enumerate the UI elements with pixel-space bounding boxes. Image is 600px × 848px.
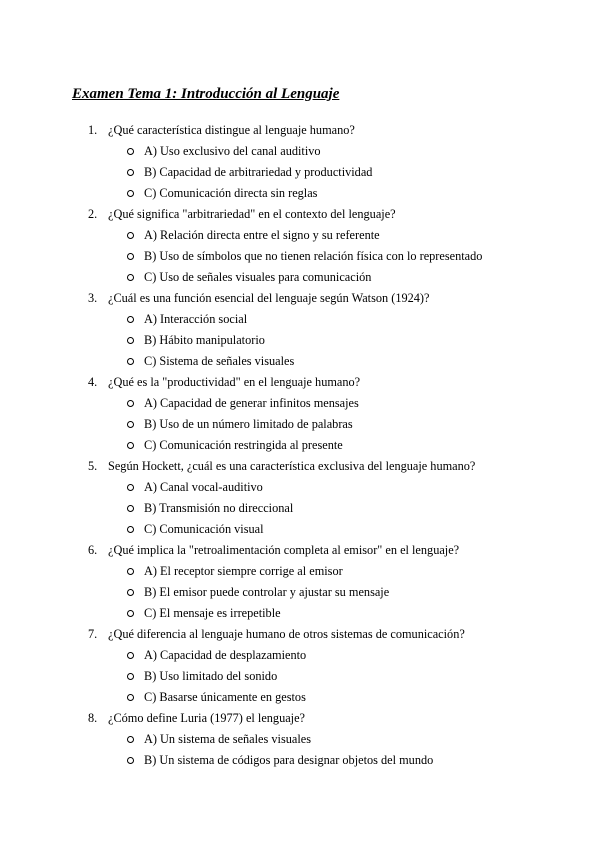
question-text: ¿Qué característica distingue al lenguaje humano? — [108, 123, 355, 137]
question-text: ¿Qué significa "arbitrariedad" en el contexto del lenguaje? — [108, 207, 396, 221]
option-text: B) El emisor puede controlar y ajustar su mensaje — [144, 585, 390, 599]
question-number: 6. — [88, 543, 98, 557]
option-list — [0, 225, 600, 288]
option-item — [0, 582, 600, 603]
question-text: ¿Cuál es una función esencial del lenguaje según Watson (1924)? — [108, 291, 430, 305]
circle-bullet-icon — [127, 274, 134, 281]
question-text: ¿Qué implica la "retroalimentación completa al emisor" en el lenguaje? — [108, 543, 460, 557]
circle-bullet-icon — [127, 232, 134, 239]
option-item — [0, 729, 600, 750]
option-text: B) Uso de símbolos que no tienen relación física con lo representado — [144, 249, 483, 263]
circle-bullet-icon — [127, 148, 134, 155]
option-item — [0, 162, 600, 183]
question-text: ¿Qué es la "productividad" en el lenguaje humano? — [108, 375, 361, 389]
circle-bullet-icon — [127, 610, 134, 617]
option-text: A) Uso exclusivo del canal auditivo — [144, 144, 321, 158]
question-number: 1. — [88, 123, 98, 137]
circle-bullet-icon — [127, 589, 134, 596]
circle-bullet-icon — [127, 190, 134, 197]
option-text: C) Sistema de señales visuales — [144, 354, 295, 368]
option-text: A) Relación directa entre el signo y su referente — [144, 228, 380, 242]
option-text: B) Uso limitado del sonido — [144, 669, 278, 683]
option-item — [0, 687, 600, 708]
question-3 — [0, 288, 600, 372]
option-text: C) Comunicación visual — [144, 522, 264, 536]
option-list — [0, 309, 600, 372]
option-text: C) El mensaje es irrepetible — [144, 606, 281, 620]
question-5 — [0, 456, 600, 540]
option-list — [0, 141, 600, 204]
question-6 — [0, 540, 600, 624]
option-text: B) Hábito manipulatorio — [144, 333, 265, 347]
question-1 — [0, 120, 600, 204]
option-item — [0, 666, 600, 687]
option-text: A) Interacción social — [144, 312, 248, 326]
question-7 — [0, 624, 600, 708]
question-number: 3. — [88, 291, 98, 305]
question-8 — [0, 708, 600, 771]
option-item — [0, 225, 600, 246]
option-text: C) Comunicación directa sin reglas — [144, 186, 318, 200]
option-item — [0, 393, 600, 414]
option-item — [0, 309, 600, 330]
question-list — [0, 120, 600, 771]
question-4 — [0, 372, 600, 456]
circle-bullet-icon — [127, 736, 134, 743]
option-text: A) Un sistema de señales visuales — [144, 732, 311, 746]
option-item — [0, 246, 600, 267]
circle-bullet-icon — [127, 400, 134, 407]
option-text: A) Canal vocal-auditivo — [144, 480, 263, 494]
option-text: C) Basarse únicamente en gestos — [144, 690, 306, 704]
question-number: 2. — [88, 207, 98, 221]
circle-bullet-icon — [127, 484, 134, 491]
question-text: ¿Cómo define Luria (1977) el lenguaje? — [108, 711, 306, 725]
circle-bullet-icon — [127, 316, 134, 323]
option-list — [0, 645, 600, 708]
circle-bullet-icon — [127, 757, 134, 764]
question-2 — [0, 204, 600, 288]
circle-bullet-icon — [127, 568, 134, 575]
question-number: 7. — [88, 627, 98, 641]
circle-bullet-icon — [127, 358, 134, 365]
option-list — [0, 729, 600, 771]
option-item — [0, 561, 600, 582]
circle-bullet-icon — [127, 652, 134, 659]
option-item — [0, 267, 600, 288]
option-item — [0, 435, 600, 456]
option-item — [0, 750, 600, 771]
question-number: 4. — [88, 375, 98, 389]
circle-bullet-icon — [127, 337, 134, 344]
circle-bullet-icon — [127, 253, 134, 260]
option-list — [0, 561, 600, 624]
option-item — [0, 330, 600, 351]
option-text: B) Transmisión no direccional — [144, 501, 294, 515]
circle-bullet-icon — [127, 505, 134, 512]
question-number: 5. — [88, 459, 98, 473]
circle-bullet-icon — [127, 673, 134, 680]
option-text: B) Capacidad de arbitrariedad y productividad — [144, 165, 373, 179]
question-text: Según Hockett, ¿cuál es una característica exclusiva del lenguaje humano? — [108, 459, 476, 473]
circle-bullet-icon — [127, 421, 134, 428]
option-text: A) El receptor siempre corrige al emisor — [144, 564, 343, 578]
circle-bullet-icon — [127, 169, 134, 176]
option-text: A) Capacidad de desplazamiento — [144, 648, 307, 662]
option-item — [0, 498, 600, 519]
option-item — [0, 603, 600, 624]
option-item — [0, 141, 600, 162]
option-item — [0, 351, 600, 372]
circle-bullet-icon — [127, 526, 134, 533]
option-text: B) Uso de un número limitado de palabras — [144, 417, 353, 431]
circle-bullet-icon — [127, 442, 134, 449]
option-text: C) Uso de señales visuales para comunicación — [144, 270, 372, 284]
option-list — [0, 393, 600, 456]
question-number: 8. — [88, 711, 98, 725]
page-title: Examen Tema 1: Introducción al Lenguaje — [72, 86, 340, 102]
option-item — [0, 183, 600, 204]
option-text: C) Comunicación restringida al presente — [144, 438, 343, 452]
option-list — [0, 477, 600, 540]
question-text: ¿Qué diferencia al lenguaje humano de otros sistemas de comunicación? — [108, 627, 465, 641]
option-item — [0, 414, 600, 435]
option-item — [0, 519, 600, 540]
option-item — [0, 477, 600, 498]
option-text: B) Un sistema de códigos para designar objetos del mundo — [144, 753, 434, 767]
circle-bullet-icon — [127, 694, 134, 701]
option-item — [0, 645, 600, 666]
option-text: A) Capacidad de generar infinitos mensajes — [144, 396, 359, 410]
